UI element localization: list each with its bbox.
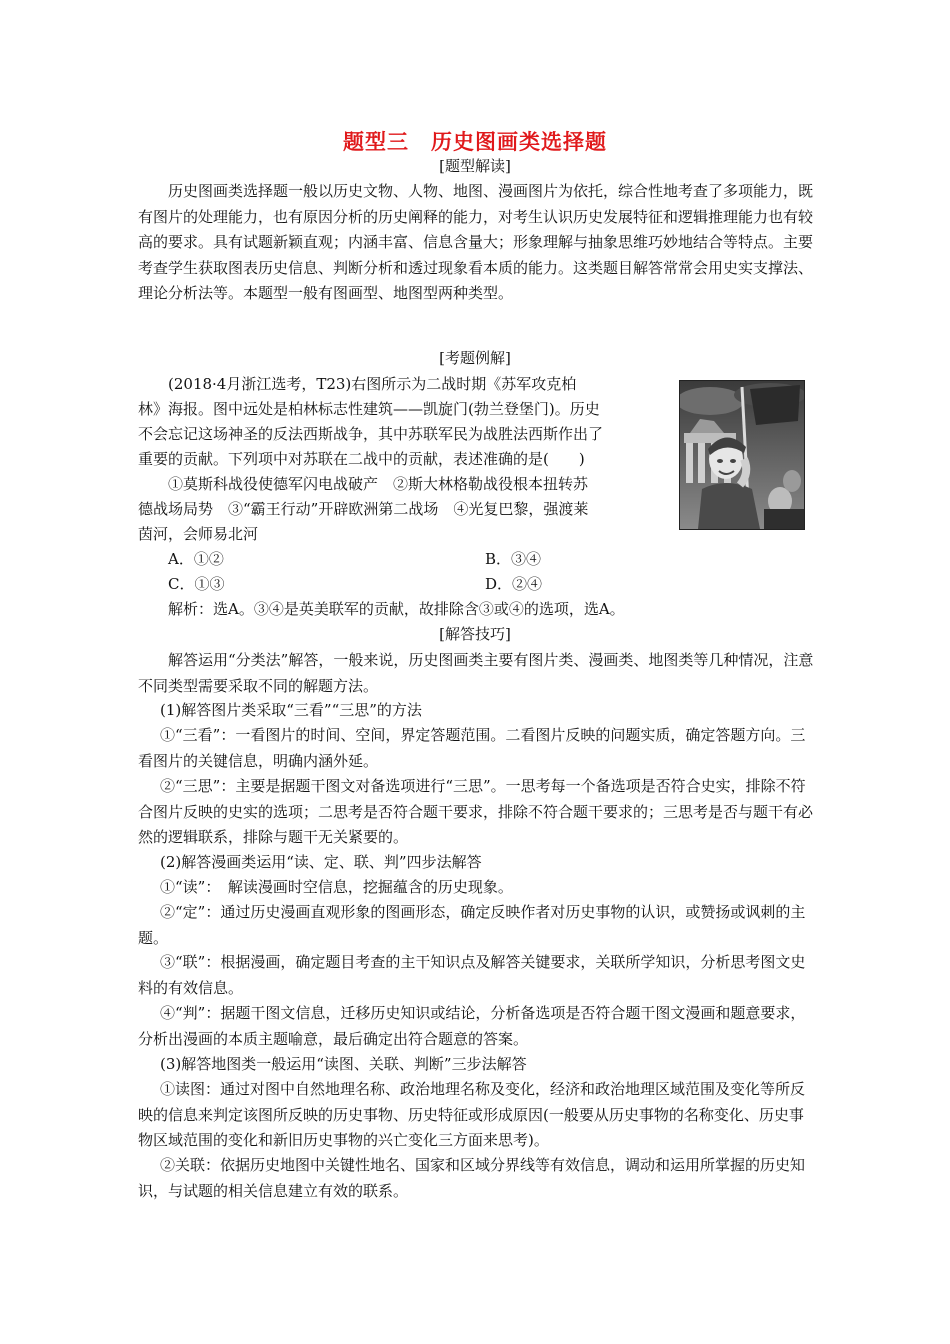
maps-heading: (3)解答地图类一般运用“读图、关联、判断”三步法解答 [160, 1055, 527, 1073]
option-d: D．②④ [485, 575, 543, 593]
cartoons-paragraph-3: ③“联”：根据漫画，确定题目考查的主干知识点及解答关键要求，关联所学知识，分析思考图文史料的有效信息。 [138, 953, 806, 997]
question-line-2: 林》海报。图中远处是柏林标志性建筑——凯旋门(勃兰登堡门)。历史 [138, 400, 600, 418]
cartoons-paragraph-1: ①“读”： 解读漫画时空信息，挖掘蕴含的历史现象。 [160, 878, 513, 896]
option-c: C．①③ [168, 575, 225, 593]
title-part-1: 题型三 [343, 130, 409, 154]
section-example: [考题例解] [439, 349, 511, 367]
title-part-2: 历史图画类选择题 [431, 130, 607, 154]
question-line-7: 茵河，会师易北河 [138, 525, 259, 543]
page-title [0, 126, 950, 156]
option-b: B．③④ [485, 550, 542, 568]
question-line-4: 重要的贡献。下列项中对苏联在二战中的贡献，表述准确的是( ) [138, 450, 585, 468]
maps-paragraph-2: ②关联：依据历史地图中关键性地名、国家和区域分界线等有效信息，调动和运用所掌握的历史知识，与试题的相关信息建立有效的联系。 [138, 1156, 806, 1200]
question-line-3: 不会忘记这场神圣的反法西斯战争，其中苏联军民为战胜法西斯作出了 [138, 425, 604, 443]
technique-intro: 解答运用“分类法”解答，一般来说，历史图画类主要有图片类、漫画类、地图类等几种情况，注意不同类型需要采取不同的解题方法。 [138, 651, 814, 695]
pictures-heading: (1)解答图片类采取“三看”“三思”的方法 [160, 701, 422, 719]
section-technique: [解答技巧] [439, 625, 511, 643]
intro-paragraph: 历史图画类选择题一般以历史文物、人物、地图、漫画图片为依托，综合性地考查了多项能力，既有图片的处理能力，也有原因分析的历史阐释的能力，对考生认识历史发展特征和逻辑推理能力也有较高的要求。具有试题新颖直观；内涵丰富、信息含量大；形象理解与抽象思维巧妙地结合等特点。主要考查学生获取图表历史信息、判断分析和透过现象看本质的能力。这类题目解答常常会用史实支撑法、理论分析法等。本题型一般有图画型、地图型两种类型。 [138, 182, 814, 302]
question-line-5: ①莫斯科战役使德军闪电战破产 ②斯大林格勒战役根本扭转苏 [168, 475, 589, 493]
pictures-paragraph-1: ①“三看”：一看图片的时间、空间，界定答题范围。二看图片反映的问题实质，确定答题方向。三看图片的关键信息，明确内涵外延。 [138, 726, 806, 770]
analysis-text: 解析：选A。③④是英美联军的贡献，故排除含③或④的选项，选A。 [168, 600, 625, 618]
soviet-poster-image [679, 380, 805, 530]
cartoons-heading: (2)解答漫画类运用“读、定、联、判”四步法解答 [160, 853, 482, 871]
question-line-1: (2018·4月浙江选考，T23)右图所示为二战时期《苏军攻克柏 [168, 375, 577, 393]
cartoons-paragraph-4: ④“判”：据题干图文信息，迁移历史知识或结论，分析备选项是否符合题干图文漫画和题意要求，分析出漫画的本质主题喻意，最后确定出符合题意的答案。 [138, 1004, 806, 1048]
question-line-6: 德战场局势 ③“霸王行动”开辟欧洲第二战场 ④光复巴黎，强渡莱 [138, 500, 589, 518]
option-a: A．①② [168, 550, 224, 568]
cartoons-paragraph-2: ②“定”：通过历史漫画直观形象的图画形态，确定反映作者对历史事物的认识，或赞扬或讽刺的主题。 [138, 903, 806, 947]
pictures-paragraph-2: ②“三思”：主要是据题干图文对备选项进行“三思”。一思考每一个备选项是否符合史实，排除不符合图片反映的史实的选项；二思考是否符合题干要求，排除不符合题干要求的；三思考是否与题干有必然的逻辑联系，排除与题干无关紧要的。 [138, 777, 814, 846]
section-interpretation: [题型解读] [439, 157, 511, 175]
maps-paragraph-1: ①读图：通过对图中自然地理名称、政治地理名称及变化，经济和政治地理区域范围及变化等所反映的信息来判定该图所反映的历史事物、历史特征或形成原因(一般要从历史事物的名称变化、历史事物区域范围的变化和新旧历史事物的兴亡变化三方面来思考)。 [138, 1080, 806, 1149]
